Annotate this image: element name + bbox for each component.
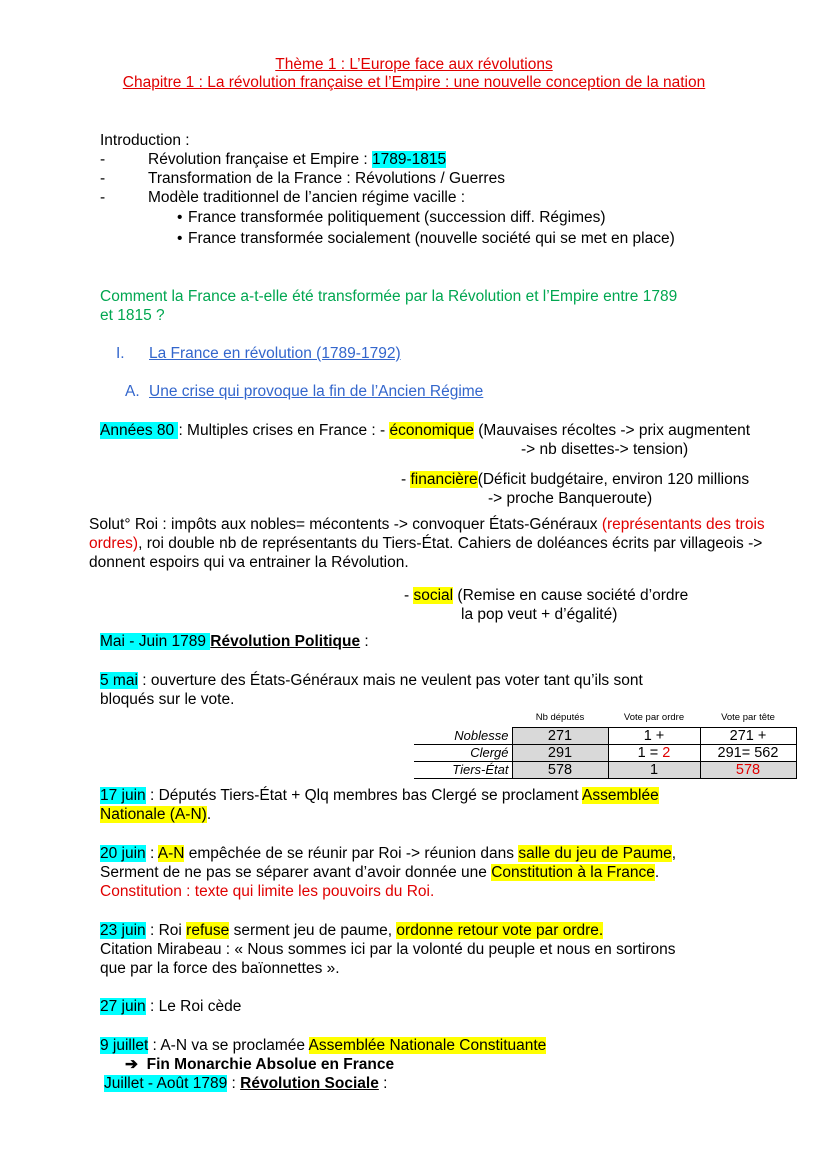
table-cell: 578	[700, 762, 796, 779]
intro-bullet-2: France transformée socialement (nouvelle société qui se met en place)	[188, 230, 675, 247]
crises-fin-detail: -> proche Banqueroute)	[488, 490, 653, 507]
intro-label: Introduction :	[100, 132, 190, 149]
vote-table	[414, 712, 797, 779]
arrow-icon: ➔	[125, 1056, 138, 1073]
vingt-trois-juin-line: 23 juin : Roi refuse serment jeu de paume, ordonne retour vote par ordre.	[100, 922, 604, 939]
social-highlight: social	[413, 587, 454, 604]
economique-highlight: économique	[389, 422, 474, 439]
mai-juin-heading: Mai - Juin 1789 Révolution Politique :	[100, 633, 369, 650]
row-label: Noblesse	[414, 728, 512, 745]
vingt-juin-line: 20 juin : A-N empêchée de se réunir par Roi -> réunion dans salle du jeu de Paume,	[100, 845, 677, 862]
problematic-line-1: Comment la France a-t-elle été transformée par la Révolution et l’Empire entre 1789	[100, 288, 678, 305]
vingt-sept-juin-line: 27 juin : Le Roi cède	[100, 998, 242, 1015]
table-cell: 291= 562	[700, 745, 796, 762]
intro-dash-3: -	[100, 189, 106, 206]
cinq-mai-line: 5 mai : ouverture des États-Généraux mais ne veulent pas voter tant qu’ils sont	[100, 672, 643, 689]
row-label: Tiers-État	[414, 762, 512, 779]
crises-line: Années 80 : Multiples crises en France : - économique (Mauvaises récoltes -> prix augmentent	[100, 422, 751, 439]
theme-title: Thème 1 : L’Europe face aux révolutions	[275, 56, 553, 73]
row-label: Clergé	[414, 745, 512, 762]
table-header: Vote par tête	[721, 712, 775, 723]
section-a-number: A.	[125, 383, 140, 400]
crises-eco-detail: -> nb disettes-> tension)	[521, 441, 689, 458]
intro-item-1: Révolution française et Empire : 1789-1815	[148, 151, 447, 168]
section-a-title: Une crise qui provoque la fin de l’Ancien Régime	[149, 383, 484, 400]
table-header: Vote par ordre	[623, 712, 685, 723]
table-cell: 1 +	[608, 728, 700, 745]
table-cell: 291	[512, 745, 608, 762]
crises-fin-line: - financière(Déficit budgétaire, environ 120 millions	[401, 471, 750, 488]
table-cell: 271 +	[700, 728, 796, 745]
financiere-highlight: financière	[410, 471, 478, 488]
table-row	[414, 762, 796, 779]
intro-bullet-1: France transformée politiquement (succession diff. Régimes)	[188, 209, 606, 226]
table-cell: 1	[608, 762, 700, 779]
section-1-number: I.	[116, 345, 125, 362]
social-line: - social (Remise en cause société d’ordre	[404, 587, 689, 604]
intro-item-3: Modèle traditionnel de l’ancien régime vacille :	[148, 189, 466, 206]
dix-sept-juin-line: 17 juin : Députés Tiers-État + Qlq membres bas Clergé se proclament Assemblée	[100, 787, 659, 804]
constitution-definition: Constitution : texte qui limite les pouvoirs du Roi.	[100, 883, 435, 900]
table-row	[414, 745, 796, 762]
social-detail: la pop veut + d’égalité)	[461, 606, 618, 623]
intro-item-2: Transformation de la France : Révolutions / Guerres	[148, 170, 505, 187]
chapter-title: Chapitre 1 : La révolution française et l’Empire : une nouvelle conception de la nation	[122, 74, 706, 91]
conclusion-line: ➔ Fin Monarchie Absolue en France	[125, 1056, 395, 1073]
solution-line-3: donnent espoirs qui va entrainer la Révolution.	[89, 554, 409, 571]
intro-dash-2: -	[100, 170, 106, 187]
table-cell: 271	[512, 728, 608, 745]
bullet-icon: •	[177, 209, 183, 226]
table-cell: 1 = 2	[608, 745, 700, 762]
neuf-juillet-line: 9 juillet : A-N va se proclamée Assemblée Nationale Constituante	[100, 1037, 547, 1054]
date-highlight: 1789-1815	[372, 151, 447, 168]
table-cell: 578	[512, 762, 608, 779]
table-row	[414, 728, 796, 745]
mirabeau-quote: Citation Mirabeau : « Nous sommes ici par la volonté du peuple et nous en sortirons	[100, 941, 676, 958]
section-1-title: La France en révolution (1789-1792)	[149, 345, 401, 362]
problematic-line-2: et 1815 ?	[100, 307, 165, 324]
table-header: Nb députés	[535, 712, 585, 723]
solution-line-2: ordres), roi double nb de représentants du Tiers-État. Cahiers de doléances écrits par villageois ->	[89, 535, 763, 552]
intro-dash-1: -	[100, 151, 106, 168]
vingt-juin-line-2: Serment de ne pas se séparer avant d’avoir donnée une Constitution à la France.	[100, 864, 660, 881]
dix-sept-juin-line-2: Nationale (A-N).	[100, 806, 212, 823]
bullet-icon: •	[177, 230, 183, 247]
mirabeau-quote-2: que par la force des baïonnettes ».	[100, 960, 340, 977]
cinq-mai-line-2: bloqués sur le vote.	[100, 691, 235, 708]
juillet-aout-heading: Juillet - Août 1789 : Révolution Sociale :	[104, 1075, 388, 1092]
solution-line-1: Solut° Roi : impôts aux nobles= mécontents -> convoquer États-Généraux (représentants des trois	[89, 516, 765, 533]
